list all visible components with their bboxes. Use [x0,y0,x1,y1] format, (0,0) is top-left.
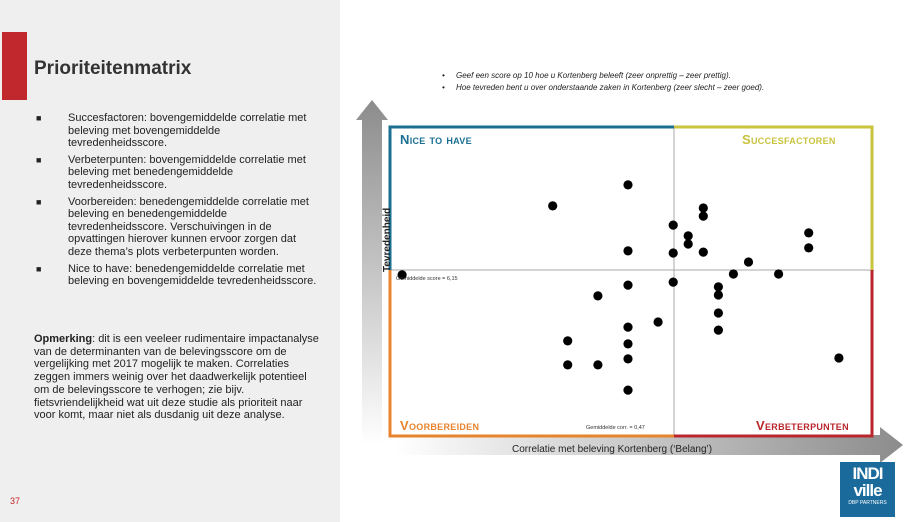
data-point [548,201,557,210]
data-point [804,243,813,252]
bullet-text: Voorbereiden: benedengemiddelde correlatie met beleving en benedengemiddelde tevredenheidsscore. Verschuivingen in de opvattingen hierover kunnen ervoor zorgen dat deze thema’s plots verbeterpunten worden. [68,195,309,258]
remark-text: : dit is een veeleer rudimentaire impactanalyse van de determinanten van de belevingsscore om de vergelijking met 2017 mogelijk te maken. Correlaties zeggen immers weinig over het daadwerkelijk potentieel om de belevingsscore te verhogen; zie bijv. fietsvriendelijkheid wat uit deze studie als prioriteit naar voor komt, maar niet als dusdanig uit deze analyse. [34,333,319,422]
remark-label: Opmerking [34,333,93,345]
quadrant-border-verbeterpunten [674,270,872,436]
bullet-marker: • [442,71,445,80]
scatter-points [398,180,844,394]
data-point [744,257,753,266]
data-point [563,360,572,369]
data-point [654,317,663,326]
instruction-text: Hoe tevreden bent u over onderstaande zaken in Kortenberg (zeer slecht – zeer goed). [456,83,765,92]
logo-line-1: INDI [852,464,883,483]
data-point [729,269,738,278]
data-point [623,281,632,290]
data-point [623,386,632,395]
slide-title: Prioriteitenmatrix [34,58,192,79]
data-point [669,248,678,257]
data-point [623,339,632,348]
bullet-marker: ■ [36,154,42,165]
bullet-text: Verbeterpunten: bovengemiddelde correlatie met beleving met benedengemiddelde tevredenheidsscore. [68,153,306,191]
quadrant-label-verbeterpunten: Verbeterpunten [756,418,849,433]
data-point [669,221,678,230]
data-point [593,360,602,369]
bullet-text: Succesfactoren: bovengemiddelde correlatie met beleving met bovengemiddelde tevredenheidsscore. [68,112,307,150]
quadrant-label-nice-to-have: Nice to have [400,132,472,147]
indiville-logo [840,462,895,517]
y-axis-arrow [356,100,388,445]
data-point [774,269,783,278]
quadrant-label-succesfactoren: Succesfactoren [742,132,836,147]
instruction-text: Geef een score op 10 hoe u Kortenberg beleeft (zeer onprettig – zeer prettig). [456,71,731,80]
x-axis-label: Correlatie met beleving Kortenberg (‘Belang’) [512,444,713,455]
bullet-marker: • [442,83,445,92]
data-point [714,282,723,291]
data-point [684,231,693,240]
data-point [699,203,708,212]
bullet-text: Nice to have: benedengemiddelde correlatie met beleving en bovengemiddelde tevredenheidsscore. [68,262,317,288]
logo-line-2: ville [853,481,882,500]
data-point [714,308,723,317]
y-axis-label: Tevredenheid [382,207,393,272]
data-point [623,180,632,189]
page-number: 37 [10,496,21,506]
data-point [684,239,693,248]
bullet-marker: ■ [36,196,42,207]
data-point [623,354,632,363]
data-point [714,290,723,299]
data-point [563,336,572,345]
data-point [623,246,632,255]
quadrant-border-voorbereiden [390,270,674,436]
data-point [699,212,708,221]
logo-line-3: DBP PARTNERS [848,500,887,506]
data-point [804,228,813,237]
data-point [623,323,632,332]
quadrant-label-voorbereiden: Voorbereiden [400,418,480,433]
data-point [834,353,843,362]
y-mean-label: Gemiddelde score = 6,15 [396,276,458,282]
x-mean-label: Gemiddelde corr. = 0,47 [586,425,645,431]
data-point [593,291,602,300]
data-point [669,278,678,287]
bullet-marker: ■ [36,263,42,274]
bullet-marker: ■ [36,113,42,123]
data-point [714,326,723,335]
data-point [699,248,708,257]
